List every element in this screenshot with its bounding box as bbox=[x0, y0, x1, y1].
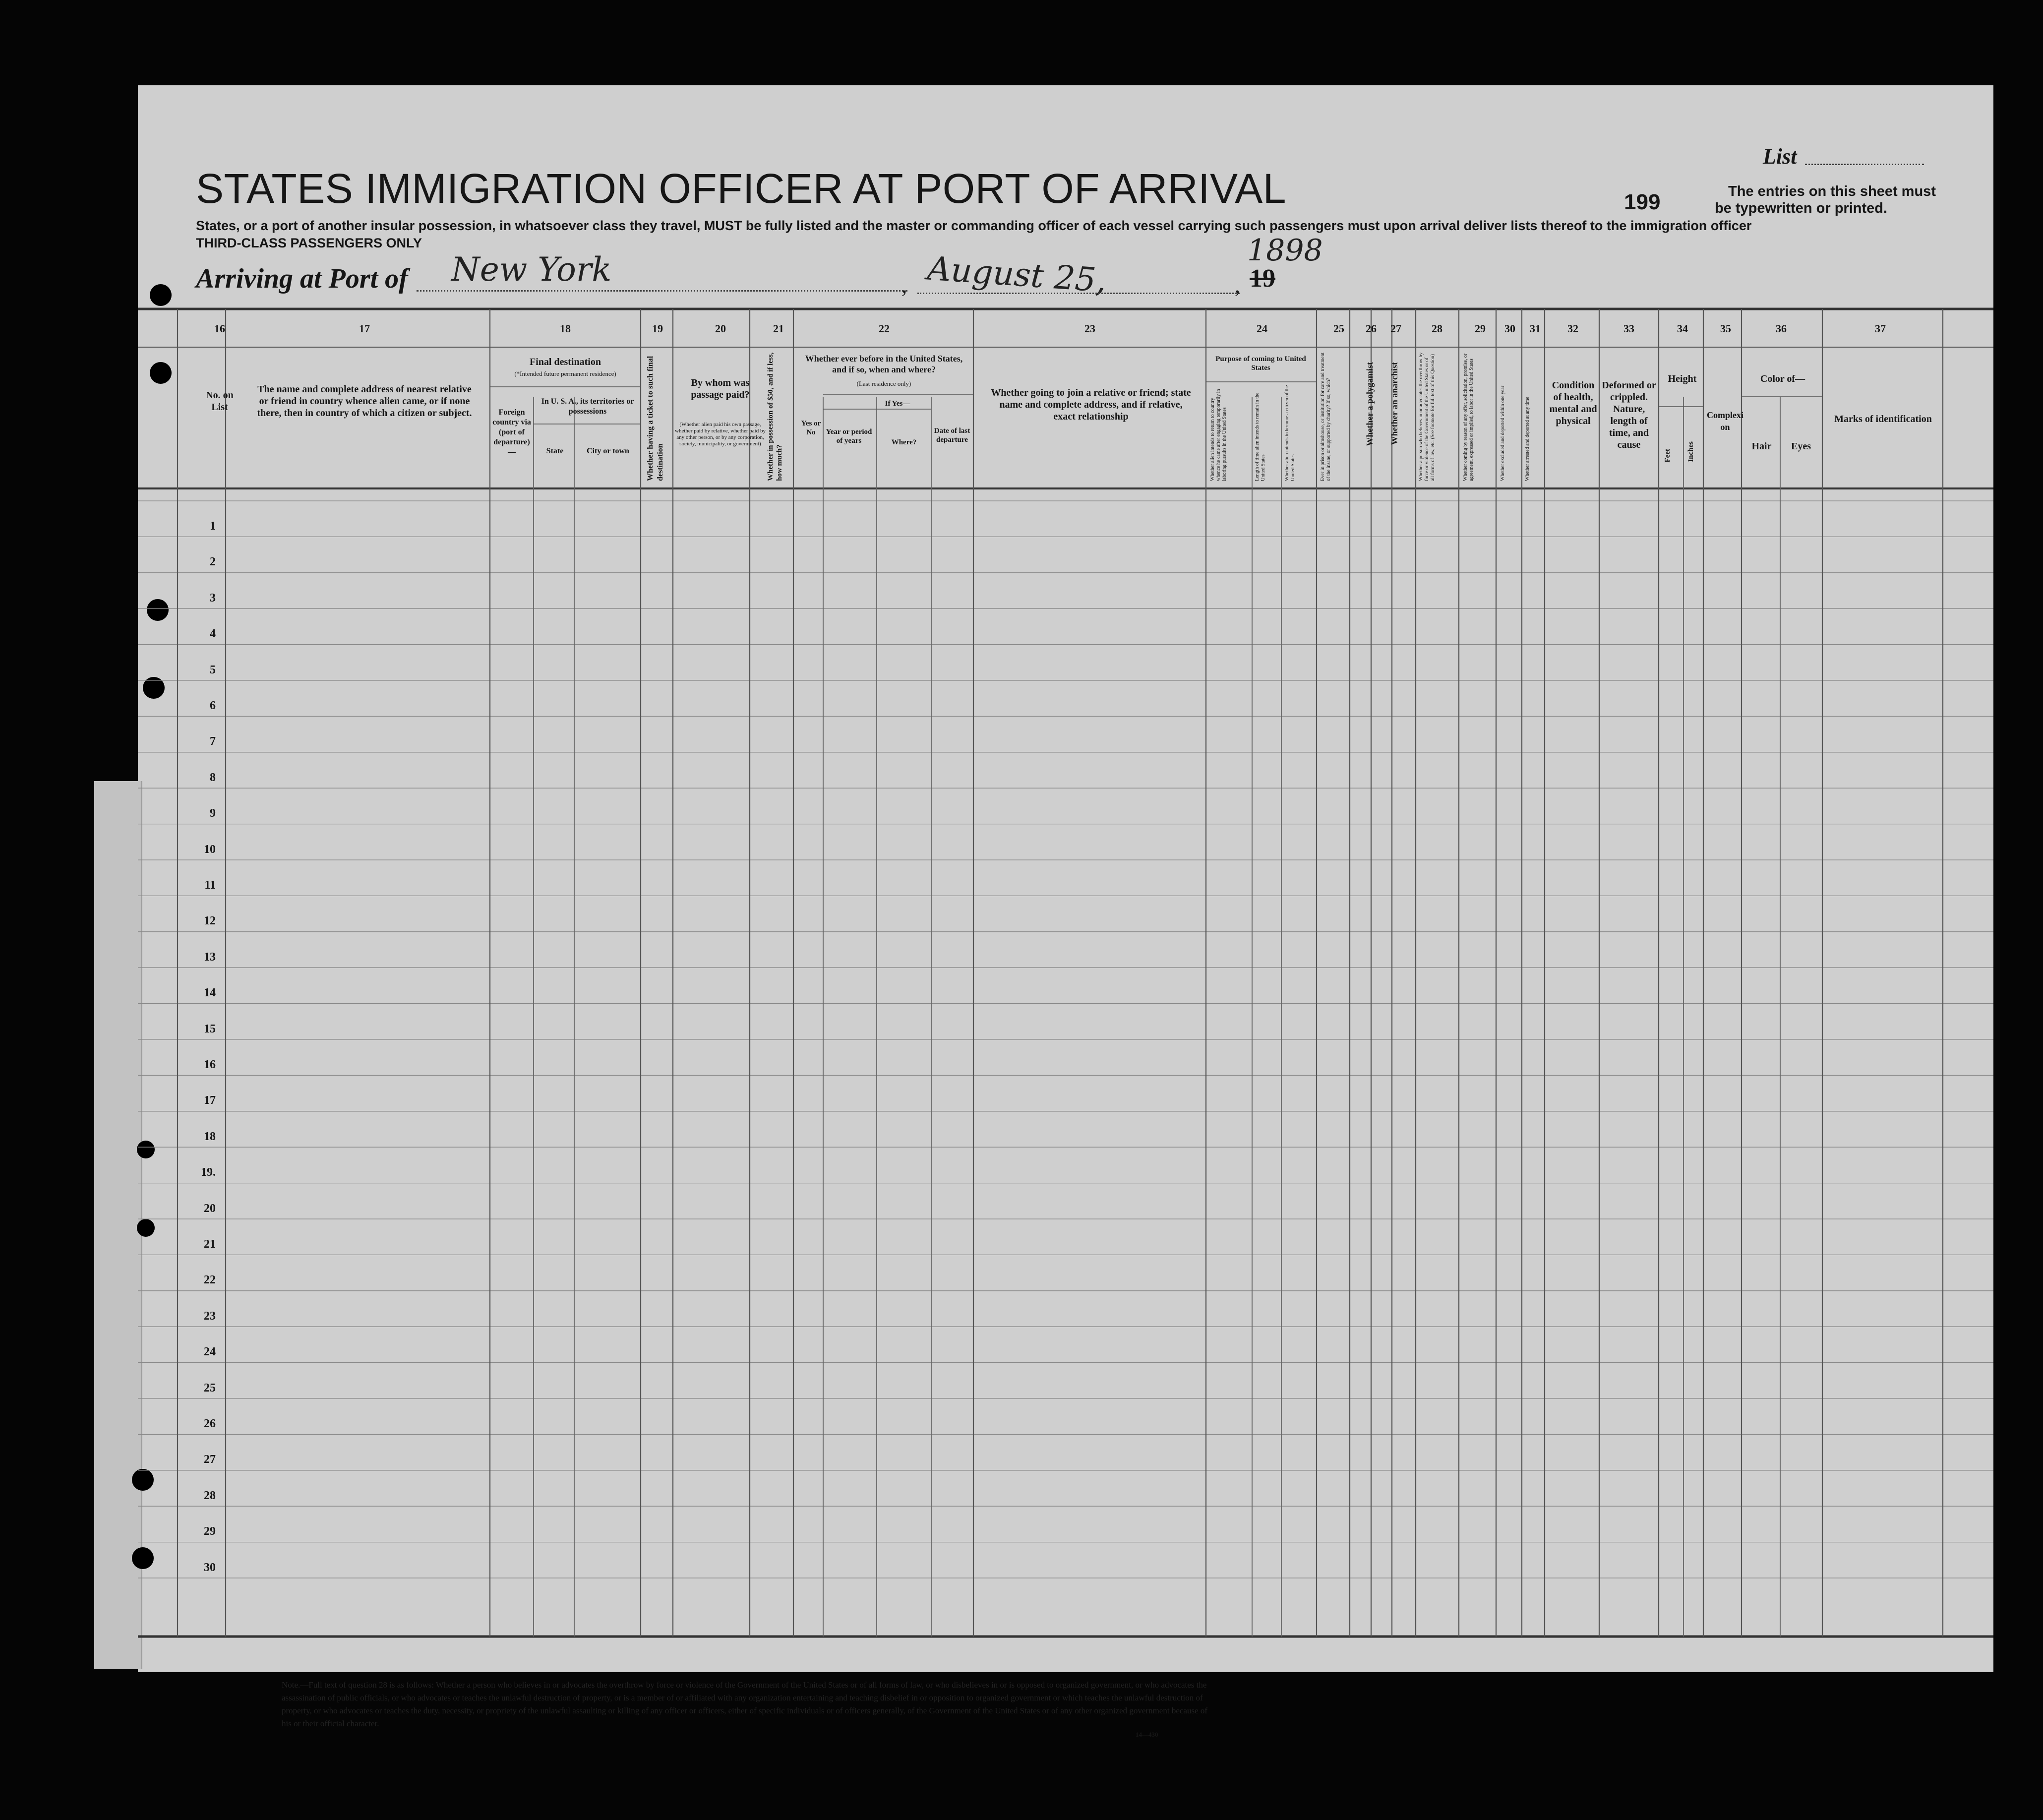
header-anarchist: Whether an anarchist bbox=[1389, 362, 1399, 445]
row-number: 27 bbox=[204, 1453, 216, 1466]
column-number: 36 bbox=[1776, 322, 1787, 335]
column-number: 20 bbox=[715, 322, 726, 335]
row-number: 7 bbox=[210, 735, 216, 748]
year-handwritten: 1898 bbox=[1247, 233, 1323, 268]
form-title: STATES IMMIGRATION OFFICER AT PORT OF ARRIVAL bbox=[196, 165, 1286, 212]
arriving-label: Arriving at Port of bbox=[196, 263, 408, 294]
color-hair: Hair bbox=[1751, 441, 1772, 452]
column-number: 22 bbox=[879, 322, 890, 335]
row-number: 12 bbox=[204, 914, 216, 928]
row-number: 9 bbox=[210, 807, 216, 820]
header-color-of: Color of— bbox=[1760, 373, 1805, 384]
row-number: 21 bbox=[204, 1238, 216, 1251]
column-number: 21 bbox=[773, 322, 784, 335]
row-number: 1 bbox=[210, 520, 216, 533]
row-number: 20 bbox=[204, 1202, 216, 1215]
header-excluded: Whether excluded and deported within one year bbox=[1500, 385, 1505, 481]
column-number: 37 bbox=[1875, 322, 1886, 335]
row-number: 23 bbox=[204, 1309, 216, 1323]
column-number: 23 bbox=[1084, 322, 1095, 335]
passage-paid-note: (Whether alien paid his own passage, whether paid by relative, whether paid by any other person, or by any corporation, society, municipality, or government) bbox=[675, 422, 766, 447]
row-number: 26 bbox=[204, 1417, 216, 1430]
header-nearest-relative: The name and complete address of nearest relative or friend in country whence alien came, or if none there, then in country of which a citizen or subject. bbox=[257, 384, 472, 419]
column-number: 25 bbox=[1333, 322, 1344, 335]
header-complexion: Complexion bbox=[1707, 410, 1743, 432]
column-number: 29 bbox=[1475, 322, 1486, 335]
row-number: 11 bbox=[204, 879, 216, 892]
header-height: Height bbox=[1668, 373, 1697, 384]
header-no-on-list: No. on List bbox=[206, 390, 234, 413]
header-arrested: Whether arrested and deported at any time bbox=[1525, 397, 1530, 481]
row-number: 18 bbox=[204, 1130, 216, 1143]
column-number: 31 bbox=[1530, 322, 1541, 335]
column-number: 28 bbox=[1432, 322, 1442, 335]
in-usa-label: In U. S. A., its territories or possessions bbox=[541, 397, 634, 416]
column-number: 35 bbox=[1720, 322, 1731, 335]
year-printed: 19 bbox=[1250, 264, 1275, 293]
row-number: 8 bbox=[210, 771, 216, 784]
row-number: 24 bbox=[204, 1345, 216, 1359]
header-polygamist: Whether a polygamist bbox=[1365, 362, 1375, 446]
row-number: 13 bbox=[204, 950, 216, 964]
row-number: 4 bbox=[210, 627, 216, 641]
list-label: List bbox=[1763, 144, 1797, 169]
header-marks: Marks of identification bbox=[1834, 414, 1932, 425]
column-number: 26 bbox=[1366, 322, 1377, 335]
header-fifty-dollars: Whether in possession of $50, and if less, how much? bbox=[767, 352, 783, 481]
foreign-country-label: Foreign country via (port of departure)— bbox=[492, 408, 531, 456]
row-number: 30 bbox=[204, 1561, 216, 1574]
column-number: 32 bbox=[1567, 322, 1578, 335]
ever-before-note: (Last residence only) bbox=[856, 380, 911, 387]
row-number: 29 bbox=[204, 1525, 216, 1538]
passenger-class: THIRD-CLASS PASSENGERS ONLY bbox=[196, 236, 422, 250]
column-number: 24 bbox=[1257, 322, 1267, 335]
column-number: 30 bbox=[1504, 322, 1515, 335]
header-final-destination: Final destination bbox=[530, 357, 601, 367]
row-number: 17 bbox=[204, 1094, 216, 1107]
typewritten-note-2: be typewritten or printed. bbox=[1715, 200, 1888, 216]
form-number: 14—430 bbox=[1136, 1731, 1158, 1738]
row-number: 2 bbox=[210, 555, 216, 569]
row-number: 16 bbox=[204, 1058, 216, 1071]
row-number: 28 bbox=[204, 1489, 216, 1502]
column-number: 27 bbox=[1390, 322, 1401, 335]
height-inches: Inches bbox=[1687, 441, 1695, 462]
row-number: 6 bbox=[210, 699, 216, 712]
header-ever-before: Whether ever before in the United States, and if so, when and where? bbox=[805, 354, 963, 374]
header-overthrow: Whether a person who believes in or advocates the overthrow by force or violence of the Government of the United States or of all forms of law, etc. (See footnote for full text of this Question) bbox=[1418, 352, 1436, 481]
purpose-citizen: Whether alien intends to become a citizen of the United States bbox=[1284, 385, 1296, 481]
row-number: 22 bbox=[204, 1274, 216, 1287]
header-deformed: Deformed or crippled. Nature, length of time, and cause bbox=[1602, 380, 1656, 450]
row-number: 19. bbox=[201, 1166, 216, 1179]
city-label: City or town bbox=[587, 447, 629, 455]
purpose-length: Length of time alien intends to remain in the United States bbox=[1255, 392, 1266, 481]
column-number: 18 bbox=[560, 322, 571, 335]
footnote-question-28: Note.—Full text of question 28 is as follows: Whether a person who believes in or advocates the overthrow by force or violence of the Government of the United States or of all forms of law, or who disbelieves in or is opposed to organized government, or who advocates the assassination of public officials, or who advocates or teaches the unlawful destruction of property, or is a member of or affiliated with any organization entertaining and teaching disbelief in or opposition to organized government or which teaches the unlawful destruction of property, or who advocates or teaches the duty, necessity, or propriety of the unlawful assaulting or killing of any officer or officers, either of specific individuals or of officers generally, of the Government of the United States or of any other organized government because of his or their official character. bbox=[282, 1680, 1208, 1728]
last-departure-label: Date of last departure bbox=[934, 427, 970, 444]
row-number: 14 bbox=[204, 986, 216, 1000]
column-number: 16 bbox=[214, 322, 225, 335]
row-number: 25 bbox=[204, 1381, 216, 1395]
if-yes-label: If Yes— bbox=[885, 400, 910, 408]
yes-no-label: Yes or No bbox=[801, 420, 821, 436]
typewritten-note-1: The entries on this sheet must bbox=[1728, 183, 1936, 199]
column-number: 34 bbox=[1677, 322, 1688, 335]
column-number: 17 bbox=[359, 322, 370, 335]
header-labor-offer: Whether coming by reason of any offer, solicitation, promise, or agreement, expressed or implied, to labor in the United States bbox=[1463, 353, 1474, 481]
row-number: 15 bbox=[204, 1022, 216, 1035]
year-period-label: Year or period of years bbox=[826, 428, 872, 445]
color-eyes: Eyes bbox=[1791, 441, 1811, 452]
port-handwritten: New York bbox=[451, 250, 612, 289]
header-passage-paid: By whom was passage paid? bbox=[691, 377, 750, 400]
state-label: State bbox=[546, 447, 564, 455]
header-condition: Condition of health, mental and physical bbox=[1549, 380, 1597, 426]
header-join-relative: Whether going to join a relative or friend; state name and complete address, and if relative, exact relationship bbox=[991, 387, 1191, 422]
height-feet: Feet bbox=[1664, 449, 1672, 463]
header-prison: Ever in prison or almshouse, or institution for care and treatment of the insane, or supported by charity? If so, which? bbox=[1320, 352, 1331, 481]
header-ticket: Whether having a ticket to such final destination bbox=[646, 356, 664, 481]
row-number: 5 bbox=[210, 663, 216, 676]
header-purpose: Purpose of coming to United States bbox=[1215, 355, 1306, 372]
row-number: 3 bbox=[210, 591, 216, 605]
comma: , bbox=[901, 273, 907, 298]
row-number: 10 bbox=[204, 843, 216, 856]
column-number: 33 bbox=[1623, 322, 1634, 335]
purpose-return: Whether alien intends to return to country whence he came after engaging temporarily in laboring pursuits in the United States bbox=[1210, 389, 1227, 481]
where-label: Where? bbox=[891, 438, 917, 446]
form-subtitle: States, or a port of another insular possession, in whatsoever class they travel, MUST be fully listed and the master or commanding officer of each vessel carrying such passengers must upon arrival deliver lists thereof to the immigration officer bbox=[196, 218, 1752, 233]
sheet-number: 199 bbox=[1624, 190, 1661, 214]
date-handwritten: August 25, bbox=[926, 249, 1108, 300]
column-number: 19 bbox=[652, 322, 663, 335]
comma: , bbox=[1235, 273, 1240, 298]
final-destination-note: (*Intended future permanent residence) bbox=[514, 370, 616, 377]
